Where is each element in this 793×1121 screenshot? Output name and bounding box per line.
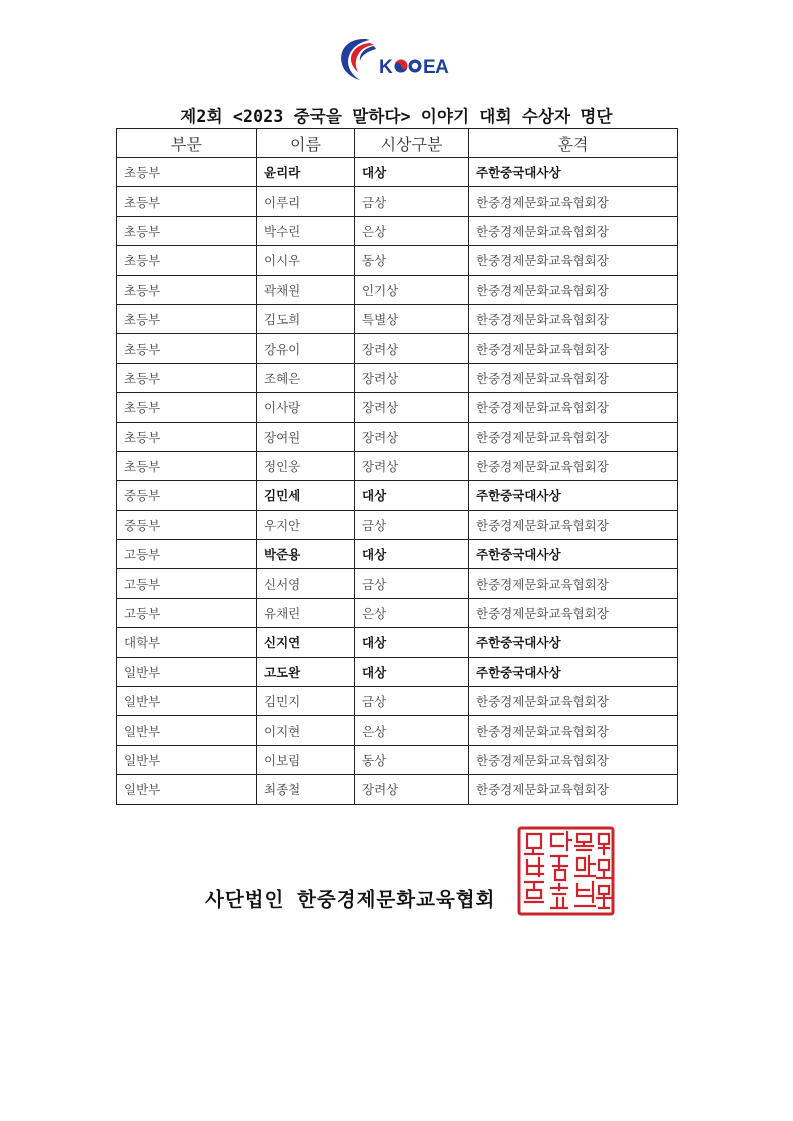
awardee-name-cell: 강유이 xyxy=(257,334,355,363)
division-cell: 고등부 xyxy=(117,598,257,627)
honor-cell: 한중경제문화교육협회장 xyxy=(469,451,678,480)
awardee-name-cell: 고도완 xyxy=(257,657,355,686)
division-cell: 고등부 xyxy=(117,540,257,569)
header-name: 이름 xyxy=(257,129,355,158)
table-body xyxy=(117,158,678,805)
kocea-logo-graphic xyxy=(336,34,460,82)
honor-cell: 주한중국대사상 xyxy=(469,158,678,187)
division-cell: 초등부 xyxy=(117,334,257,363)
division-cell: 일반부 xyxy=(117,745,257,774)
table-row xyxy=(117,510,678,539)
division-cell: 일반부 xyxy=(117,687,257,716)
table-row xyxy=(117,304,678,333)
division-cell: 초등부 xyxy=(117,451,257,480)
award-type-cell: 은상 xyxy=(355,598,469,627)
awardee-name-cell: 김민지 xyxy=(257,687,355,716)
honor-cell: 주한중국대사상 xyxy=(469,540,678,569)
division-cell: 초등부 xyxy=(117,187,257,216)
division-cell: 일반부 xyxy=(117,657,257,686)
table-row xyxy=(117,481,678,510)
award-type-cell: 금상 xyxy=(355,687,469,716)
division-cell: 중등부 xyxy=(117,481,257,510)
awardee-name-cell: 이루리 xyxy=(257,187,355,216)
award-type-cell: 금상 xyxy=(355,510,469,539)
awardee-name-cell: 김민세 xyxy=(257,481,355,510)
division-cell: 초등부 xyxy=(117,158,257,187)
award-type-cell: 금상 xyxy=(355,187,469,216)
awardee-name-cell: 유채린 xyxy=(257,598,355,627)
honor-cell: 한중경제문화교육협회장 xyxy=(469,569,678,598)
table-row xyxy=(117,363,678,392)
honor-cell: 한중경제문화교육협회장 xyxy=(469,393,678,422)
award-type-cell: 장려상 xyxy=(355,393,469,422)
award-type-cell: 장려상 xyxy=(355,422,469,451)
table-row xyxy=(117,334,678,363)
official-seal xyxy=(517,826,615,916)
awardee-name-cell: 이사랑 xyxy=(257,393,355,422)
award-type-cell: 장려상 xyxy=(355,334,469,363)
division-cell: 중등부 xyxy=(117,510,257,539)
award-type-cell: 장려상 xyxy=(355,363,469,392)
table-row xyxy=(117,745,678,774)
honor-cell: 한중경제문화교육협회장 xyxy=(469,716,678,745)
honor-cell: 한중경제문화교육협회장 xyxy=(469,334,678,363)
table-row xyxy=(117,775,678,804)
honor-cell: 한중경제문화교육협회장 xyxy=(469,745,678,774)
kocea-logo xyxy=(336,34,460,82)
honor-cell: 한중경제문화교육협회장 xyxy=(469,422,678,451)
awardee-name-cell: 윤리라 xyxy=(257,158,355,187)
awardee-name-cell: 조혜은 xyxy=(257,363,355,392)
division-cell: 초등부 xyxy=(117,216,257,245)
awardee-name-cell: 이보림 xyxy=(257,745,355,774)
table-header-row xyxy=(117,129,678,158)
seal-stamp-graphic xyxy=(517,826,615,916)
table-row xyxy=(117,246,678,275)
honor-cell: 한중경제문화교육협회장 xyxy=(469,246,678,275)
awardee-name-cell: 우지안 xyxy=(257,510,355,539)
header-honor: 훈격 xyxy=(469,129,678,158)
table-row xyxy=(117,628,678,657)
table-row xyxy=(117,216,678,245)
honor-cell: 주한중국대사상 xyxy=(469,628,678,657)
award-type-cell: 동상 xyxy=(355,246,469,275)
division-cell: 초등부 xyxy=(117,363,257,392)
table-row xyxy=(117,422,678,451)
svg-text:K: K xyxy=(379,57,393,78)
division-cell: 초등부 xyxy=(117,422,257,451)
awardee-name-cell: 박준용 xyxy=(257,540,355,569)
division-cell: 일반부 xyxy=(117,716,257,745)
table-row xyxy=(117,598,678,627)
awardee-name-cell: 신서영 xyxy=(257,569,355,598)
award-type-cell: 금상 xyxy=(355,569,469,598)
award-type-cell: 은상 xyxy=(355,216,469,245)
award-type-cell: 대상 xyxy=(355,628,469,657)
award-type-cell: 장려상 xyxy=(355,775,469,804)
table-row xyxy=(117,569,678,598)
honor-cell: 한중경제문화교육협회장 xyxy=(469,304,678,333)
awardee-name-cell: 이시우 xyxy=(257,246,355,275)
honor-cell: 한중경제문화교육협회장 xyxy=(469,687,678,716)
table-row xyxy=(117,687,678,716)
award-type-cell: 장려상 xyxy=(355,451,469,480)
award-type-cell: 대상 xyxy=(355,657,469,686)
awardee-name-cell: 이지현 xyxy=(257,716,355,745)
document-title: 제2회 <2023 중국을 말하다> 이야기 대회 수상자 명단 xyxy=(180,107,613,126)
division-cell: 고등부 xyxy=(117,569,257,598)
awardee-name-cell: 박수린 xyxy=(257,216,355,245)
award-type-cell: 대상 xyxy=(355,158,469,187)
honor-cell: 한중경제문화교육협회장 xyxy=(469,216,678,245)
table-row xyxy=(117,158,678,187)
table-row xyxy=(117,716,678,745)
header-division: 부문 xyxy=(117,129,257,158)
award-type-cell: 대상 xyxy=(355,481,469,510)
table-row xyxy=(117,275,678,304)
award-type-cell: 동상 xyxy=(355,745,469,774)
honor-cell: 한중경제문화교육협회장 xyxy=(469,598,678,627)
honor-cell: 한중경제문화교육협회장 xyxy=(469,775,678,804)
header-award: 시상구분 xyxy=(355,129,469,158)
award-type-cell: 대상 xyxy=(355,540,469,569)
award-type-cell: 특별상 xyxy=(355,304,469,333)
honor-cell: 주한중국대사상 xyxy=(469,481,678,510)
division-cell: 초등부 xyxy=(117,304,257,333)
table-row xyxy=(117,451,678,480)
honor-cell: 한중경제문화교육협회장 xyxy=(469,187,678,216)
division-cell: 초등부 xyxy=(117,393,257,422)
honor-cell: 한중경제문화교육협회장 xyxy=(469,363,678,392)
honor-cell: 한중경제문화교육협회장 xyxy=(469,275,678,304)
division-cell: 초등부 xyxy=(117,275,257,304)
awardee-name-cell: 정인웅 xyxy=(257,451,355,480)
division-cell: 대학부 xyxy=(117,628,257,657)
table-row xyxy=(117,393,678,422)
honor-cell: 한중경제문화교육협회장 xyxy=(469,510,678,539)
table-row xyxy=(117,187,678,216)
table-row xyxy=(117,540,678,569)
award-type-cell: 인기상 xyxy=(355,275,469,304)
awardee-name-cell: 장여원 xyxy=(257,422,355,451)
awardees-table xyxy=(116,128,678,805)
organization-name: 사단법인 한중경제문화교육협회 xyxy=(205,888,496,911)
table-row xyxy=(117,657,678,686)
awardee-name-cell: 곽채원 xyxy=(257,275,355,304)
division-cell: 일반부 xyxy=(117,775,257,804)
award-type-cell: 은상 xyxy=(355,716,469,745)
svg-text:EA: EA xyxy=(423,57,449,78)
awardee-name-cell: 최종철 xyxy=(257,775,355,804)
awardee-name-cell: 김도희 xyxy=(257,304,355,333)
division-cell: 초등부 xyxy=(117,246,257,275)
honor-cell: 주한중국대사상 xyxy=(469,657,678,686)
awardee-name-cell: 신지연 xyxy=(257,628,355,657)
